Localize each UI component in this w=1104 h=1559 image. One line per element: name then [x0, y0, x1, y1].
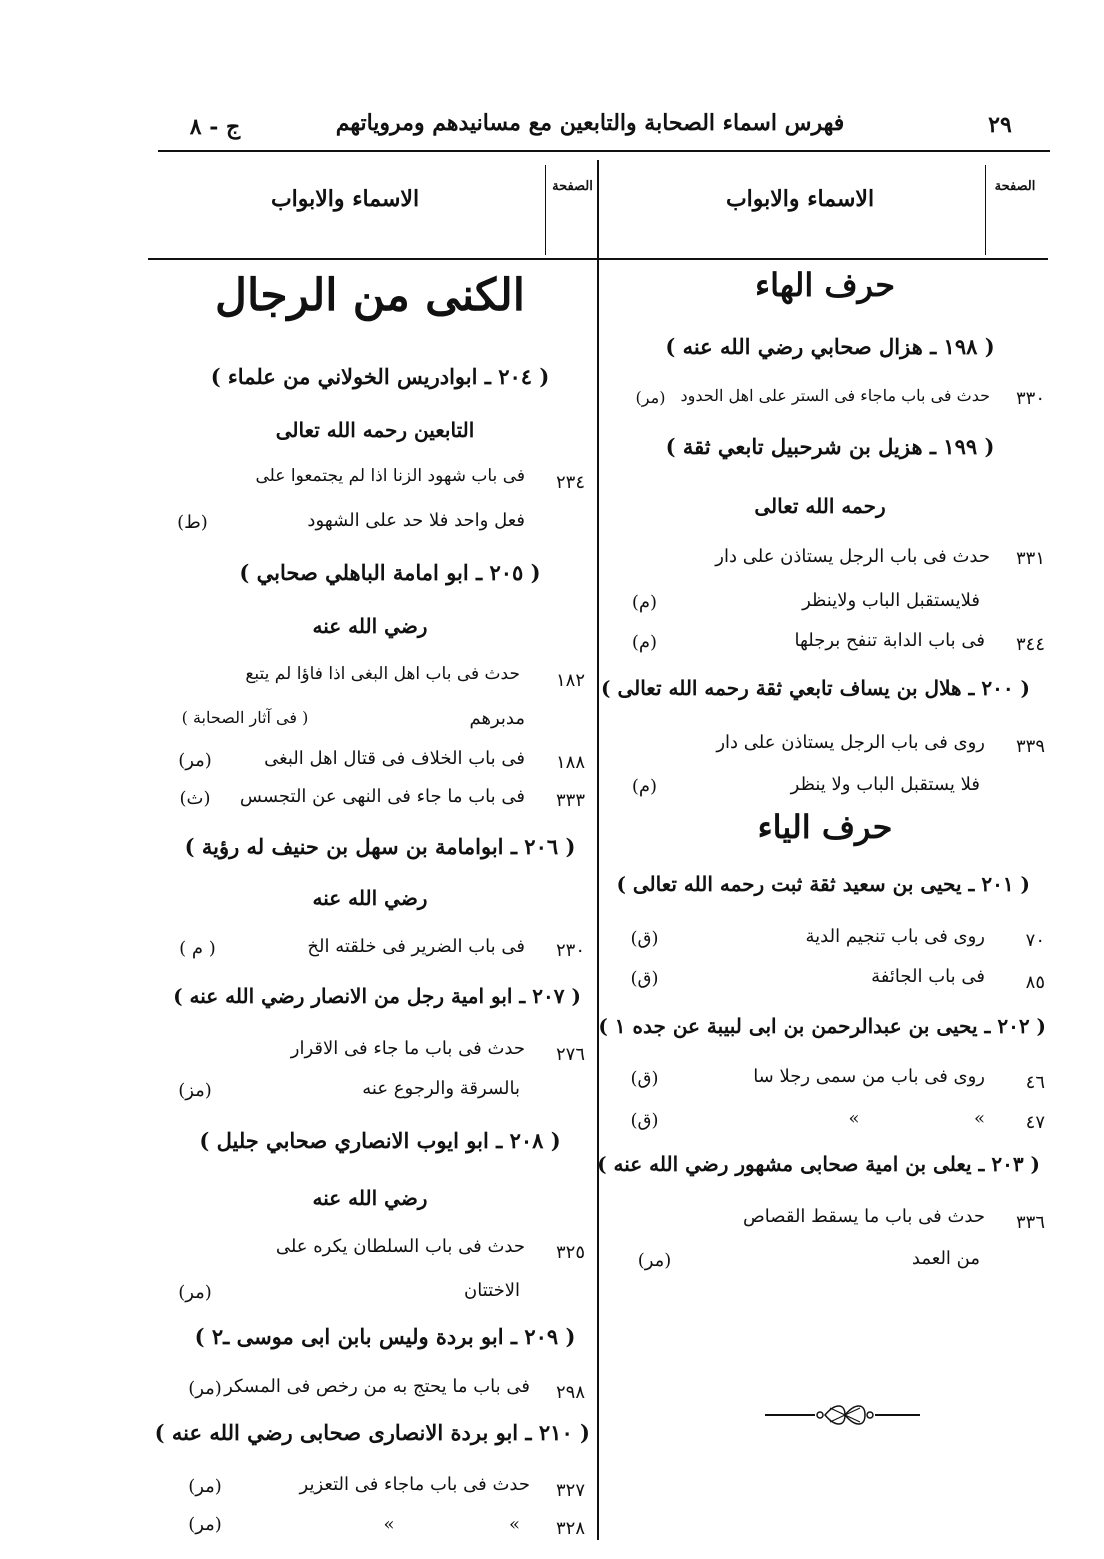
page-ref: ٢٣٠	[555, 940, 585, 961]
item-text: حدث فى باب ماجاء فى الستر على اهل الحدود	[680, 386, 990, 405]
source-tag: (ق)	[630, 1068, 659, 1089]
source-tag: (مر)	[637, 1250, 672, 1271]
right-names-heading: الاسماء والابواب	[725, 186, 875, 212]
entry-207: ( ٢٠٧ ـ ابو امية رجل من الانصار رضي الله عنه )	[173, 984, 581, 1008]
item-text: فى باب الخلاف فى قتال اهل البغى	[264, 748, 525, 769]
item-cont: مدبرهم	[469, 708, 525, 729]
left-pagecol-divider	[545, 165, 546, 255]
page-ref: ٣٤٤	[1015, 634, 1045, 655]
page-ref: ٧٠	[1025, 930, 1045, 951]
page-ref: ٣٣٦	[1015, 1212, 1045, 1233]
column-divider	[597, 160, 599, 1540]
page-number: ٢٩	[988, 112, 1012, 138]
source-tag: (مر)	[635, 388, 666, 407]
entry-206-sub: رضي الله عنه	[312, 886, 428, 910]
item-cont: فلايستقبل الباب ولاينظر	[802, 590, 980, 611]
item-text: فى باب الجائفة	[871, 966, 985, 987]
page-ref: ١٨٨	[555, 752, 585, 773]
source-tag: (ق)	[630, 968, 659, 989]
item-text: فى باب ما جاء فى النهى عن التجسس	[239, 786, 525, 807]
item-cont: الاختتان	[464, 1280, 520, 1301]
entry-202: ( ٢٠٢ ـ يحيى بن عبدالرحمن بن ابى لبيبة عن جده ١ )	[598, 1014, 1046, 1038]
entry-208-sub: رضي الله عنه	[312, 1186, 428, 1210]
source-tag: (م)	[631, 632, 658, 653]
entry-205-sub: رضي الله عنه	[312, 614, 428, 638]
item-text: فى باب الدابة تنفح برجلها	[794, 630, 985, 651]
item-text: حدث فى باب ماجاء فى التعزير	[299, 1474, 530, 1495]
source-tag: (مر)	[188, 1476, 222, 1497]
entry-200: ( ٢٠٠ ـ هلال بن يساف تابعي ثقة رحمه الله تعالى )	[601, 676, 1030, 700]
item-text: » »	[848, 1108, 985, 1129]
entry-204-sub: التابعين رحمه الله تعالى	[275, 418, 475, 442]
left-page-heading: الصفحة	[552, 179, 593, 194]
page-ref: ٣٢٨	[555, 1518, 585, 1539]
entry-210: ( ٢١٠ ـ ابو بردة الانصارى صحابى رضي الله عنه )	[154, 1420, 590, 1445]
entry-201: ( ٢٠١ ـ يحيى بن سعيد ثقة ثبت رحمه الله تعالى )	[616, 872, 1030, 896]
ornament-icon	[760, 1400, 930, 1430]
source-tag: (م)	[631, 592, 658, 613]
source-tag: ( م )	[179, 938, 216, 959]
section-title-ya: حرف الياء	[757, 808, 893, 846]
entry-199: ( ١٩٩ ـ هزيل بن شرحبيل تابعي ثقة )	[665, 434, 995, 459]
left-names-heading: الاسماء والابواب	[270, 186, 420, 212]
page-ref: ٣٣٠	[1015, 388, 1045, 409]
page-title: فهرس اسماء الصحابة والتابعين مع مسانيدهم ومروياتهم	[335, 110, 845, 136]
entry-209: ( ٢٠٩ ـ ابو بردة وليس بابن ابى موسى ـ٢ )	[194, 1324, 576, 1349]
page-ref: ٢٧٦	[555, 1044, 585, 1065]
page-ref: ٣٣١	[1015, 548, 1045, 569]
source-tag: (مر)	[178, 1282, 212, 1303]
page-ref: ٨٥	[1025, 972, 1045, 993]
header-rule	[158, 150, 1050, 152]
item-cont: فلا يستقبل الباب ولا ينظر	[790, 774, 980, 795]
source-tag: (ط)	[177, 512, 208, 533]
page-ref: ١٨٢	[555, 670, 585, 691]
entry-203: ( ٢٠٣ ـ يعلى بن امية صحابى مشهور رضي الله عنه )	[597, 1152, 1040, 1176]
item-cont: بالسرقة والرجوع عنه	[362, 1078, 520, 1099]
page-ref: ٢٣٤	[555, 472, 585, 493]
page-ref: ٣٢٧	[555, 1480, 585, 1501]
item-text: حدث فى باب السلطان يكره على	[275, 1236, 525, 1257]
entry-199-sub: رحمه الله تعالى	[754, 494, 886, 518]
item-text: فى باب الضرير فى خلقته الخ	[307, 936, 525, 957]
volume-label: ج - ٨	[189, 114, 241, 140]
item-text: فى باب شهود الزنا اذا لم يجتمعوا على	[255, 466, 525, 486]
source-tag: (م)	[631, 776, 658, 797]
source-tag: (مر)	[188, 1378, 222, 1399]
item-text: حدث فى باب الرجل يستاذن على دار	[715, 546, 990, 567]
page-ref: ٤٦	[1025, 1072, 1045, 1093]
right-pagecol-divider	[985, 165, 986, 255]
source-tag: (ق)	[630, 928, 659, 949]
entry-198: ( ١٩٨ ـ هزال صحابي رضي الله عنه )	[665, 334, 995, 359]
section-title-kuna: الكنى من الرجال	[214, 270, 526, 321]
item-text: حدث فى باب اهل البغى اذا فاؤا لم يتبع	[245, 664, 520, 684]
item-cont: فعل واحد فلا حد على الشهود	[307, 510, 525, 531]
item-text: روى فى باب من سمى رجلا سا	[753, 1066, 985, 1087]
item-text: » »	[383, 1514, 520, 1535]
section-title-ha: حرف الهاء	[755, 266, 895, 304]
entry-206: ( ٢٠٦ ـ ابوامامة بن سهل بن حنيف له رؤية )	[184, 834, 576, 859]
item-text: حدث فى باب ما جاء فى الاقرار	[290, 1038, 525, 1059]
item-cont: من العمد	[911, 1248, 980, 1269]
entry-208: ( ٢٠٨ ـ ابو ايوب الانصاري صحابي جليل )	[199, 1128, 561, 1153]
source-tag: (ق)	[630, 1110, 659, 1131]
page-ref: ٣٣٩	[1015, 736, 1045, 757]
source-tag: ( فى آثار الصحابة )	[181, 708, 309, 727]
item-text: فى باب ما يحتج به من رخص فى المسكر	[224, 1376, 530, 1397]
source-tag: (مز)	[178, 1080, 212, 1101]
source-tag: (مر)	[188, 1514, 222, 1535]
entry-204: ( ٢٠٤ ـ ابوادريس الخولاني من علماء )	[210, 364, 550, 389]
item-text: حدث فى باب ما يسقط القصاص	[742, 1206, 985, 1227]
source-tag: (مر)	[178, 750, 212, 771]
right-page-heading: الصفحة	[994, 179, 1036, 194]
page-ref: ٤٧	[1025, 1112, 1045, 1133]
page-ref: ٢٩٨	[555, 1382, 585, 1403]
item-text: روى فى باب الرجل يستاذن على دار	[716, 732, 985, 753]
page-ref: ٣٢٥	[555, 1242, 585, 1263]
page-ref: ٣٣٣	[555, 790, 585, 811]
entry-205: ( ٢٠٥ ـ ابو امامة الباهلي صحابي )	[239, 560, 541, 585]
source-tag: (ث)	[179, 788, 211, 809]
item-text: روى فى باب تنجيم الدية	[805, 926, 985, 947]
